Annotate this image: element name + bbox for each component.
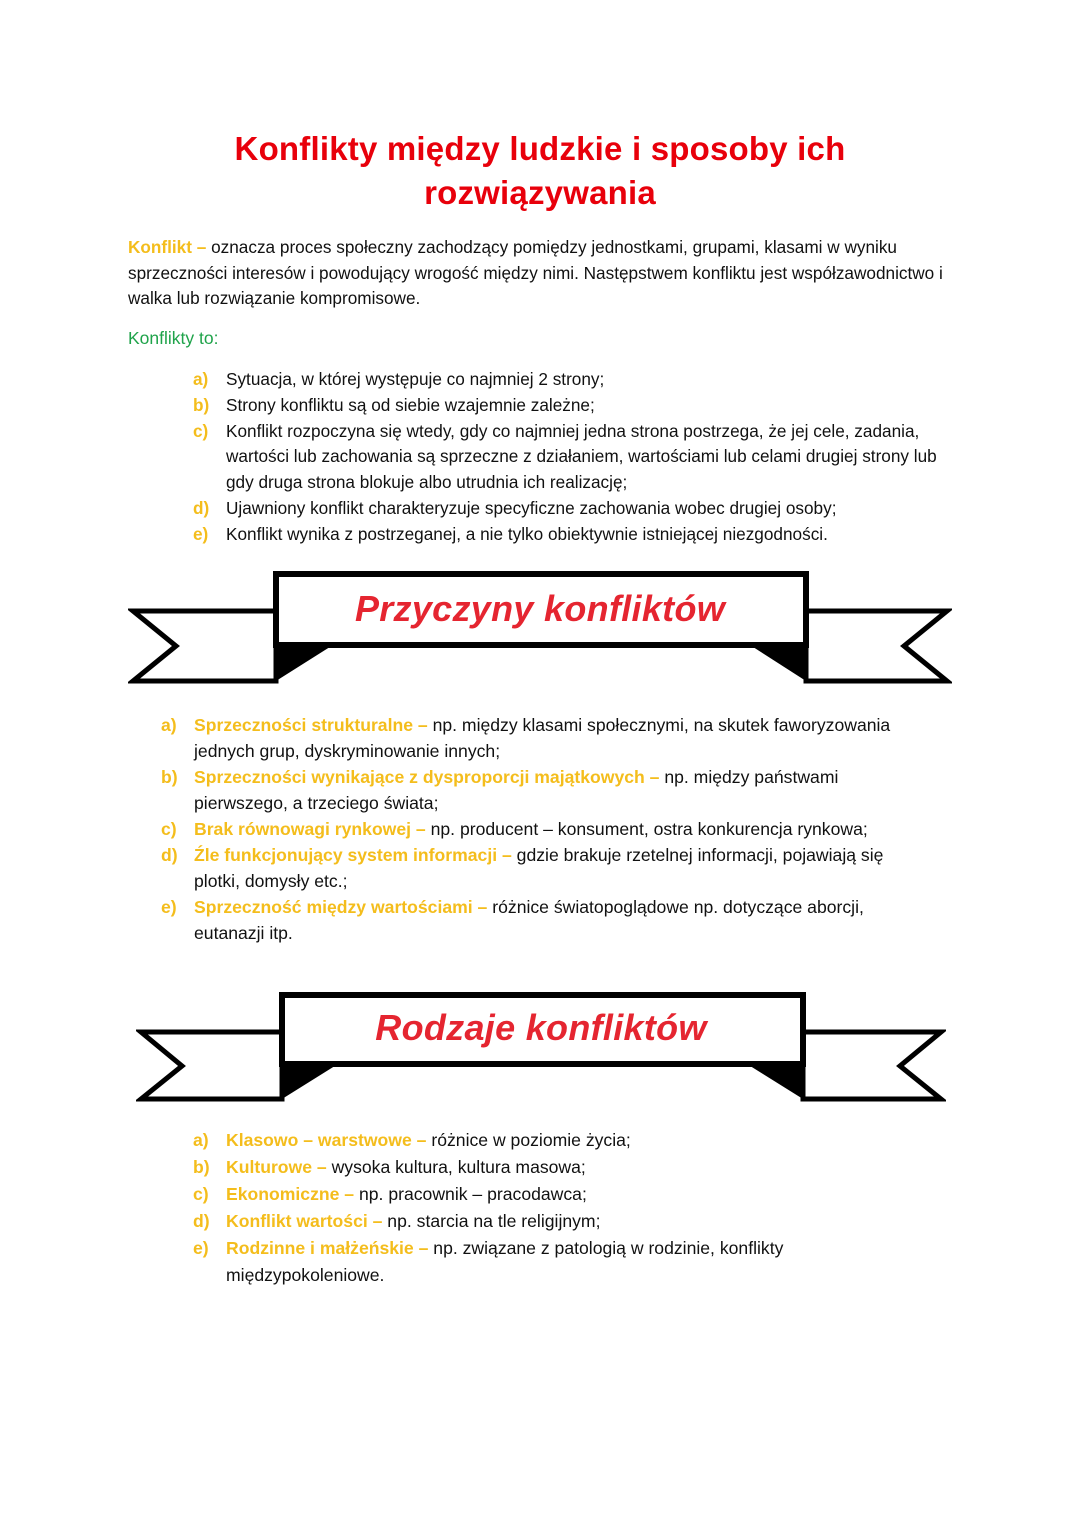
list-marker: d) xyxy=(161,845,178,865)
list-item-text: np. między klasami społecznymi, na skutek faworyzowania jednych grup, dyskryminowanie innych; xyxy=(194,715,891,761)
list-item xyxy=(193,393,963,419)
list-item-text: Konflikt wynika z postrzeganej, a nie tylko obiektywnie istniejącej niezgodności. xyxy=(226,523,828,544)
types-banner xyxy=(136,989,946,1107)
list-item-term: Kulturowe – xyxy=(226,1157,327,1177)
list-item-text: np. związane z patologią w rodzinie, konflikty międzypokoleniowe. xyxy=(226,1238,784,1285)
list-item-text: np. między państwami pierwszego, a trzeciego świata; xyxy=(194,767,839,813)
definition-text: oznacza proces społeczny zachodzący pomiędzy jednostkami, grupami, klasami w wyniku sprzeczności interesów i powodujący wrogość między nimi. Następstwem konfliktu jest współzawodnictwo i walka lub rozwiązanie kompromisowe. xyxy=(128,237,943,308)
list-item-text: np. producent – konsument, ostra konkurencja rynkowa; xyxy=(425,819,868,839)
list-marker: c) xyxy=(193,1184,209,1204)
list-marker: c) xyxy=(193,420,209,441)
list-item xyxy=(193,1154,933,1181)
list-item-term: Brak równowagi rynkowej – xyxy=(194,819,426,839)
list-item xyxy=(193,496,963,522)
causes-banner xyxy=(128,568,952,690)
causes-list xyxy=(161,712,931,946)
list-item xyxy=(161,712,931,764)
list-marker: c) xyxy=(161,819,177,839)
types-list xyxy=(193,1127,933,1289)
causes-banner-title: Przyczyny konfliktów xyxy=(354,588,726,629)
list-item-term: Sprzeczność między wartościami – xyxy=(194,897,488,917)
list-item xyxy=(161,842,931,894)
list-marker: a) xyxy=(193,369,209,389)
list-item-text: różnice w poziomie życia; xyxy=(426,1130,631,1150)
list-item-text: np. starcia na tle religijnym; xyxy=(382,1211,601,1231)
list-marker: e) xyxy=(193,523,209,544)
list-item-text: Strony konfliktu są od siebie wzajemnie zależne; xyxy=(226,394,595,415)
list-item-text: np. pracownik – pracodawca; xyxy=(354,1184,587,1204)
list-item-term: Konflikt wartości – xyxy=(226,1211,383,1231)
list-item xyxy=(193,1181,933,1208)
list-item-term: Klasowo – warstwowe – xyxy=(226,1130,427,1150)
list-item xyxy=(193,1208,933,1235)
list-item-term: Rodzinne i małżeńskie – xyxy=(226,1238,429,1258)
page-title-line-1: Konflikty między ludzkie i sposoby ich xyxy=(234,130,846,167)
list-item xyxy=(193,419,963,496)
list-item xyxy=(193,1235,933,1289)
list-marker: d) xyxy=(193,1211,210,1231)
definition-term: Konflikt – xyxy=(128,237,207,257)
list-item-term: Źle funkcjonujący system informacji – xyxy=(194,845,512,865)
list-item-text: Ujawniony konflikt charakteryzuje specyficzne zachowania wobec drugiej osoby; xyxy=(226,497,837,518)
page-title-line-2: rozwiązywania xyxy=(424,174,656,211)
list-marker: e) xyxy=(161,897,177,917)
list-item-term: Sprzeczności strukturalne – xyxy=(194,715,428,735)
list-item-text: różnice światopoglądowe np. dotyczące aborcji, eutanazji itp. xyxy=(194,897,864,943)
definition-paragraph xyxy=(128,235,958,312)
list-marker: b) xyxy=(161,767,178,787)
list-item xyxy=(161,894,931,946)
list-marker: e) xyxy=(193,1238,209,1258)
list-marker: a) xyxy=(193,1130,209,1150)
list-item-text: wysoka kultura, kultura masowa; xyxy=(326,1157,586,1177)
list-item xyxy=(193,1127,933,1154)
list-marker: b) xyxy=(193,1157,210,1177)
list-marker: b) xyxy=(193,394,210,415)
list-marker: a) xyxy=(161,715,177,735)
list-item-text: gdzie brakuje rzetelnej informacji, pojawiają się plotki, domysły etc.; xyxy=(194,845,884,891)
list-item-term: Sprzeczności wynikające z dysproporcji majątkowych – xyxy=(194,767,660,787)
list-item-term: Ekonomiczne – xyxy=(226,1184,355,1204)
list-item xyxy=(193,367,963,393)
list-item-text: Sytuacja, w której występuje co najmniej 2 strony; xyxy=(226,369,605,389)
types-banner-title: Rodzaje konfliktów xyxy=(375,1007,707,1048)
list-item xyxy=(193,522,963,548)
conflicts-characteristics-list xyxy=(193,367,963,548)
list-item xyxy=(161,764,931,816)
list-item xyxy=(161,816,931,842)
conflicts-are-heading: Konflikty to: xyxy=(128,328,219,348)
list-marker: d) xyxy=(193,497,210,518)
list-item-text: Konflikt rozpoczyna się wtedy, gdy co najmniej jedna strona postrzega, że jej cele, zadania, wartości lub zachowania są sprzeczne z działaniem, wartościami lub celami drugiej strony lub gdy druga strona blokuje albo utrudnia ich realizację; xyxy=(226,420,937,493)
page-title xyxy=(0,127,1080,215)
